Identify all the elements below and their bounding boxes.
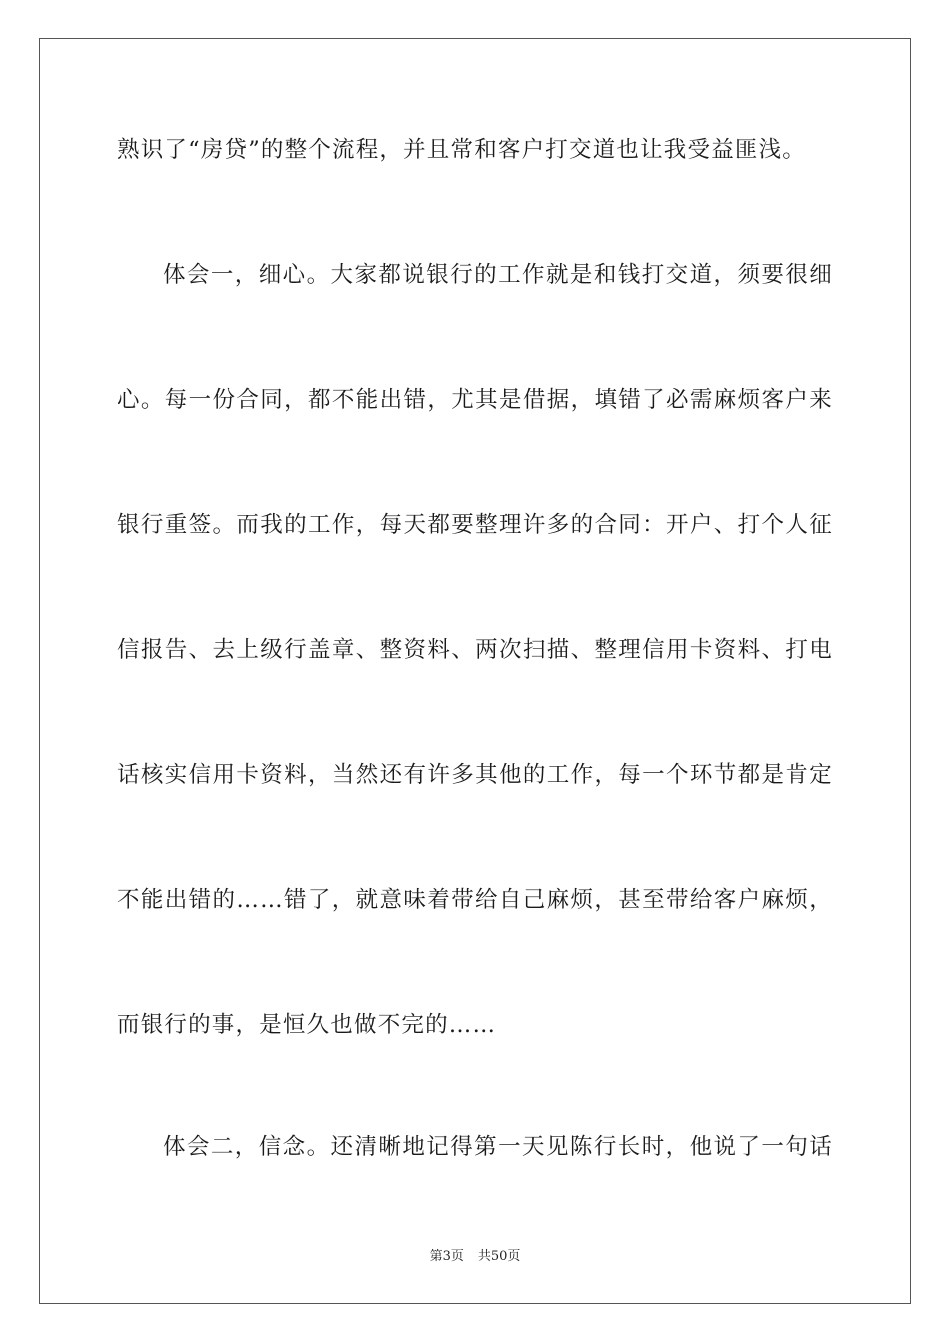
paragraph-line: 不能出错的……错了，就意味着带给自己麻烦，甚至带给客户麻烦， xyxy=(117,887,833,913)
paragraph-line: 体会二，信念。还清晰地记得第一天见陈行长时，他说了一句话 xyxy=(163,1134,833,1160)
page-border xyxy=(39,38,911,1304)
paragraph-line: 银行重签。而我的工作，每天都要整理许多的合同：开户、打个人征 xyxy=(117,512,833,538)
paragraph-line: 熟识了“房贷”的整个流程，并且常和客户打交道也让我受益匪浅。 xyxy=(117,137,807,163)
paragraph-line: 体会一，细心。大家都说银行的工作就是和钱打交道，须要很细 xyxy=(163,262,833,288)
paragraph-line: 信报告、去上级行盖章、整资料、两次扫描、整理信用卡资料、打电 xyxy=(117,637,833,663)
paragraph-line: 而银行的事，是恒久也做不完的…… xyxy=(117,1012,497,1038)
paragraph-line: 话核实信用卡资料，当然还有许多其他的工作，每一个环节都是肯定 xyxy=(117,762,833,788)
page-number: 第3页 xyxy=(429,1249,464,1264)
paragraph-line: 心。每一份合同，都不能出错，尤其是借据，填错了必需麻烦客户来 xyxy=(117,387,833,413)
page-footer xyxy=(0,1248,950,1266)
page-total: 共50页 xyxy=(477,1249,521,1264)
